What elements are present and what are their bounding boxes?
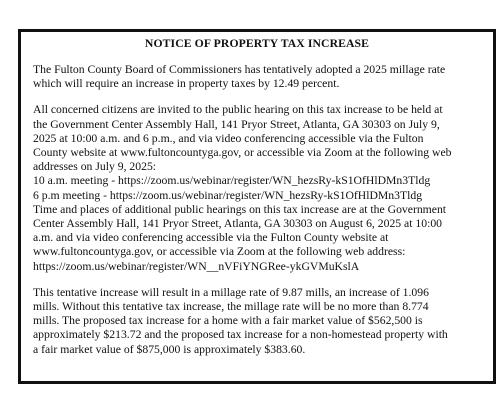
zoom-link-6pm: 6 p.m meeting - https://zoom.us/webinar/register/WN_hezsRy-kS1OfHlDMn3Tldg [33,188,423,202]
zoom-link-10am: 10 a.m. meeting - https://zoom.us/webinar/register/WN_hezsRy-kS1OfHlDMn3Tldg [33,174,431,188]
paragraph-tax-impact [33,286,481,357]
text-line: www.fultoncountyga.gov, or accessible via Zoom at the following web address: [33,245,406,259]
text-line: Time and places of additional public hearings on this tax increase are at the Government [33,202,447,216]
text-line: a fair market value of $875,000 is approximately $383.60. [33,342,306,356]
text-line: All concerned citizens are invited to the public hearing on this tax increase to be held at [33,103,443,117]
paragraph-millage-adoption [33,63,481,91]
text-line: addresses on July 9, 2025: [33,160,157,174]
notice-box [18,29,496,384]
notice-title: NOTICE OF PROPERTY TAX INCREASE [144,37,370,50]
text-line: the Government Center Assembly Hall, 141 Pryor Street, Atlanta, GA 30303 on July 9, [33,117,440,131]
paragraph-public-hearings [33,103,481,273]
text-line: 2025 at 10:00 a.m. and 6 p.m., and via video conferencing accessible via the Fulton [33,131,424,145]
text-line: This tentative increase will result in a millage rate of 9.87 mills, an increase of 1.096 [33,285,429,299]
text-line: The Fulton County Board of Commissioners has tentatively adopted a 2025 millage rate [33,63,446,76]
text-line: mills. Without this tentative tax increase, the millage rate will be no more than 8.774 [33,300,429,314]
text-line: approximately $213.72 and the proposed tax increase for a non-homestead property with [33,328,448,342]
text-line: which will require an increase in property taxes by 12.49 percent. [33,77,340,91]
text-line: a.m. and via video conferencing accessible via the Fulton County website at [33,231,389,245]
text-line: mills. The proposed tax increase for a home with a fair market value of $562,500 is [33,314,423,328]
zoom-link-august: https://zoom.us/webinar/register/WN__nVFiYNGRee-ykGVMuKslA [33,259,360,273]
text-line: County website at www.fultoncountyga.gov, or accessible via Zoom at the following web [33,146,452,160]
text-line: Center Assembly Hall, 141 Pryor Street, Atlanta, GA 30303 on August 6, 2025 at 10:00 [33,217,443,231]
